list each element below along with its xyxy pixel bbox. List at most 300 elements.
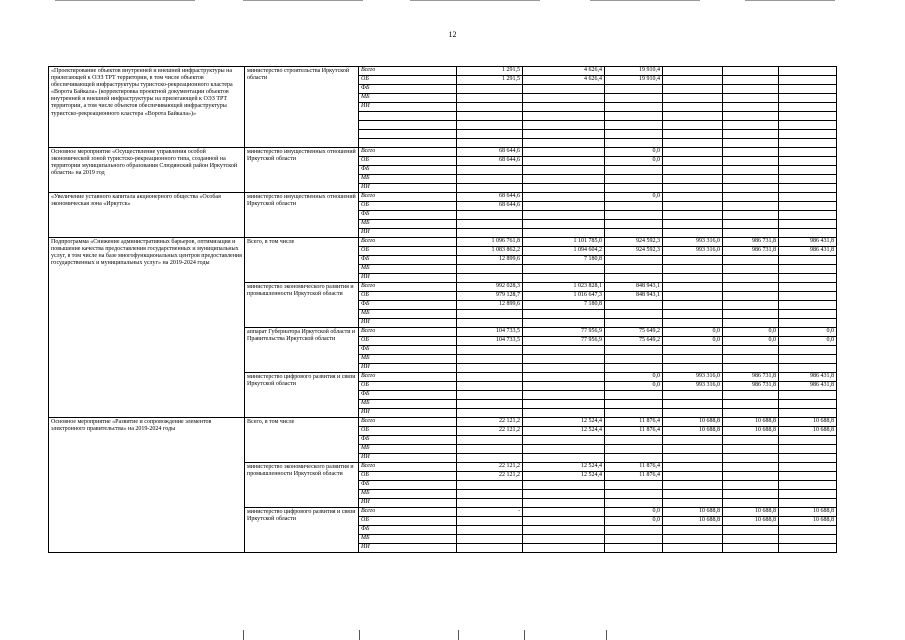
amount-cell (779, 67, 837, 76)
amount-cell (779, 184, 837, 193)
source-cell: Всего (359, 193, 457, 202)
amount-cell (457, 310, 523, 319)
amount-cell (723, 283, 779, 292)
source-cell: ОБ (359, 382, 457, 391)
amount-cell (779, 175, 837, 184)
amount-cell (779, 364, 837, 373)
amount-cell (663, 283, 723, 292)
amount-cell: 986 431,8 (779, 382, 837, 391)
source-cell: ИИ (359, 103, 457, 112)
amount-cell: 104 733,5 (457, 337, 523, 346)
amount-cell: 1 291,5 (457, 76, 523, 85)
amount-cell (723, 76, 779, 85)
amount-cell (723, 274, 779, 283)
amount-cell (457, 436, 523, 445)
table-row (49, 148, 837, 157)
amount-cell (663, 499, 723, 508)
amount-cell: 986 431,8 (779, 247, 837, 256)
amount-cell (779, 319, 837, 328)
amount-cell: 1 016 647,3 (523, 292, 605, 301)
amount-cell (605, 544, 663, 553)
amount-cell (779, 526, 837, 535)
amount-cell: 1 096 761,8 (457, 238, 523, 247)
amount-cell (723, 436, 779, 445)
amount-cell (523, 409, 605, 418)
source-cell: ИИ (359, 274, 457, 283)
source-cell: МБ (359, 175, 457, 184)
amount-cell (663, 265, 723, 274)
amount-cell (779, 436, 837, 445)
amount-cell (523, 490, 605, 499)
amount-cell: 993 316,0 (663, 382, 723, 391)
source-cell: ФБ (359, 391, 457, 400)
source-cell: МБ (359, 400, 457, 409)
amount-cell (723, 175, 779, 184)
executor-cell: министерство цифрового развития и связи Иркутской области (245, 508, 359, 553)
amount-cell (663, 292, 723, 301)
source-cell: Всего (359, 148, 457, 157)
amount-cell: 1 083 862,2 (457, 247, 523, 256)
amount-cell (457, 175, 523, 184)
amount-cell (457, 400, 523, 409)
amount-cell (605, 301, 663, 310)
amount-cell (523, 382, 605, 391)
source-cell: ОБ (359, 517, 457, 526)
amount-cell (605, 175, 663, 184)
source-cell: ИИ (359, 544, 457, 553)
amount-cell: 12 524,4 (523, 418, 605, 427)
amount-cell (723, 265, 779, 274)
amount-cell: 10 688,8 (663, 418, 723, 427)
source-cell: ИИ (359, 409, 457, 418)
amount-cell (605, 220, 663, 229)
amount-cell (663, 346, 723, 355)
amount-cell (605, 229, 663, 238)
amount-cell (523, 229, 605, 238)
amount-cell (457, 229, 523, 238)
amount-cell: 68 644,6 (457, 157, 523, 166)
amount-cell (663, 220, 723, 229)
amount-cell (779, 220, 837, 229)
amount-cell (457, 346, 523, 355)
source-cell: Всего (359, 373, 457, 382)
top-rule (410, 0, 540, 1)
amount-cell (723, 157, 779, 166)
amount-cell: 10 688,8 (779, 508, 837, 517)
amount-cell (663, 355, 723, 364)
amount-cell: 12 524,4 (523, 472, 605, 481)
amount-cell: 1 094 604,2 (523, 247, 605, 256)
source-cell: ОБ (359, 472, 457, 481)
amount-cell (605, 409, 663, 418)
amount-cell: 19 910,4 (605, 67, 663, 76)
amount-cell (663, 454, 723, 463)
amount-cell: 848 943,1 (605, 292, 663, 301)
amount-cell: 1 291,5 (457, 67, 523, 76)
amount-cell (663, 166, 723, 175)
source-cell: МБ (359, 445, 457, 454)
source-cell: ФБ (359, 85, 457, 94)
amount-cell (723, 256, 779, 265)
amount-cell (523, 265, 605, 274)
amount-cell (723, 481, 779, 490)
executor-cell: Всего, в том числе (245, 238, 359, 283)
top-rule (55, 0, 195, 1)
page-edge-line (359, 630, 360, 640)
source-cell: ИИ (359, 319, 457, 328)
amount-cell (605, 499, 663, 508)
source-cell: ОБ (359, 157, 457, 166)
amount-cell (457, 211, 523, 220)
amount-cell: 68 644,6 (457, 202, 523, 211)
amount-cell (605, 274, 663, 283)
budget-table (48, 66, 837, 553)
amount-cell (723, 355, 779, 364)
amount-cell (605, 94, 663, 103)
amount-cell (605, 445, 663, 454)
amount-cell: 986 431,8 (779, 373, 837, 382)
amount-cell: 10 688,8 (779, 427, 837, 436)
amount-cell: 12 524,4 (523, 427, 605, 436)
amount-cell (779, 148, 837, 157)
amount-cell (723, 85, 779, 94)
source-cell: ИИ (359, 184, 457, 193)
amount-cell (523, 391, 605, 400)
amount-cell (523, 175, 605, 184)
amount-cell: 11 876,4 (605, 418, 663, 427)
amount-cell (523, 373, 605, 382)
amount-cell: 0,0 (605, 157, 663, 166)
amount-cell (723, 229, 779, 238)
amount-cell: 22 121,2 (457, 418, 523, 427)
amount-cell (663, 472, 723, 481)
amount-cell (663, 436, 723, 445)
amount-cell: 0,0 (605, 193, 663, 202)
amount-cell (523, 481, 605, 490)
source-cell: МБ (359, 535, 457, 544)
source-cell: Всего (359, 67, 457, 76)
amount-cell: 10 688,8 (663, 427, 723, 436)
amount-cell: 986 431,8 (779, 238, 837, 247)
amount-cell: 10 688,8 (779, 517, 837, 526)
amount-cell (723, 490, 779, 499)
source-cell: ФБ (359, 481, 457, 490)
source-cell: ОБ (359, 427, 457, 436)
amount-cell (457, 184, 523, 193)
amount-cell: 19 910,4 (605, 76, 663, 85)
amount-cell (457, 274, 523, 283)
measure-cell: «Увеличение уставного капитала акционерного общества «Особая экономическая зона «Иркутск» (49, 193, 245, 238)
amount-cell (779, 229, 837, 238)
amount-cell (605, 364, 663, 373)
amount-cell (779, 76, 837, 85)
top-rule (243, 0, 363, 1)
amount-cell (723, 103, 779, 112)
amount-cell (663, 319, 723, 328)
amount-cell: 986 731,8 (723, 247, 779, 256)
amount-cell: 1 101 785,0 (523, 238, 605, 247)
amount-cell: 12 524,4 (523, 463, 605, 472)
amount-cell (723, 463, 779, 472)
executor-cell: министерство экономического развития и промышленности Иркутской области (245, 463, 359, 508)
amount-cell: 11 876,4 (605, 427, 663, 436)
amount-cell (723, 364, 779, 373)
amount-cell (523, 454, 605, 463)
amount-cell (523, 211, 605, 220)
amount-cell: 77 956,9 (523, 337, 605, 346)
amount-cell (663, 103, 723, 112)
amount-cell (523, 535, 605, 544)
amount-cell (457, 445, 523, 454)
amount-cell (779, 202, 837, 211)
amount-cell (663, 175, 723, 184)
source-cell: ФБ (359, 436, 457, 445)
amount-cell (457, 220, 523, 229)
amount-cell (779, 463, 837, 472)
amount-cell (457, 319, 523, 328)
source-cell: МБ (359, 220, 457, 229)
source-cell: МБ (359, 310, 457, 319)
amount-cell (523, 319, 605, 328)
amount-cell: 10 688,8 (723, 427, 779, 436)
amount-cell (779, 391, 837, 400)
amount-cell (723, 94, 779, 103)
source-cell: Всего (359, 463, 457, 472)
amount-cell (723, 301, 779, 310)
amount-cell: 0,0 (605, 382, 663, 391)
amount-cell (605, 490, 663, 499)
amount-cell (605, 310, 663, 319)
amount-cell (779, 211, 837, 220)
amount-cell (457, 373, 523, 382)
source-cell: МБ (359, 265, 457, 274)
amount-cell (605, 391, 663, 400)
amount-cell: 0,0 (605, 517, 663, 526)
amount-cell (663, 409, 723, 418)
amount-cell (723, 409, 779, 418)
source-cell: ФБ (359, 256, 457, 265)
amount-cell (779, 445, 837, 454)
amount-cell (779, 535, 837, 544)
amount-cell (605, 481, 663, 490)
amount-cell: 75 649,2 (605, 337, 663, 346)
amount-cell (663, 85, 723, 94)
source-cell: ИИ (359, 364, 457, 373)
amount-cell (605, 85, 663, 94)
amount-cell (779, 193, 837, 202)
amount-cell (723, 193, 779, 202)
amount-cell (523, 544, 605, 553)
amount-cell (779, 409, 837, 418)
amount-cell (723, 472, 779, 481)
amount-cell (523, 364, 605, 373)
amount-cell: 0,0 (779, 328, 837, 337)
amount-cell (605, 535, 663, 544)
measure-cell: Основное мероприятие «Развитие и сопровождение элементов электронного правительства» на 2019-2024 годы (49, 418, 245, 553)
amount-cell (457, 355, 523, 364)
amount-cell (779, 400, 837, 409)
amount-cell (663, 202, 723, 211)
amount-cell (723, 166, 779, 175)
amount-cell (605, 103, 663, 112)
amount-cell (723, 526, 779, 535)
amount-cell: 11 876,4 (605, 463, 663, 472)
page-edge-line (524, 630, 525, 640)
amount-cell (457, 265, 523, 274)
source-cell: ФБ (359, 346, 457, 355)
amount-cell (723, 67, 779, 76)
amount-cell (663, 310, 723, 319)
amount-cell: 993 316,0 (663, 247, 723, 256)
amount-cell: 22 121,2 (457, 463, 523, 472)
amount-cell (523, 526, 605, 535)
amount-cell (779, 310, 837, 319)
amount-cell: 0,0 (663, 328, 723, 337)
amount-cell (523, 508, 605, 517)
amount-cell: 22 121,2 (457, 427, 523, 436)
amount-cell (779, 301, 837, 310)
amount-cell (523, 499, 605, 508)
amount-cell (605, 400, 663, 409)
amount-cell: 22 121,2 (457, 472, 523, 481)
amount-cell: 11 876,4 (605, 472, 663, 481)
amount-cell: - (457, 508, 523, 517)
amount-cell (605, 526, 663, 535)
source-cell: МБ (359, 355, 457, 364)
source-cell: ФБ (359, 301, 457, 310)
amount-cell (723, 292, 779, 301)
amount-cell (779, 157, 837, 166)
source-cell: ФБ (359, 526, 457, 535)
amount-cell: 993 316,0 (663, 238, 723, 247)
amount-cell (523, 184, 605, 193)
executor-cell: министерство имущественных отношений Иркутской области (245, 193, 359, 238)
source-cell: ФБ (359, 211, 457, 220)
amount-cell (457, 544, 523, 553)
amount-cell (605, 319, 663, 328)
amount-cell: 10 688,8 (663, 517, 723, 526)
amount-cell: 104 733,5 (457, 328, 523, 337)
amount-cell: 10 688,8 (663, 508, 723, 517)
source-cell: ОБ (359, 247, 457, 256)
executor-cell: министерство имущественных отношений Иркутской области (245, 148, 359, 193)
amount-cell (723, 184, 779, 193)
source-cell: Всего (359, 508, 457, 517)
amount-cell (523, 94, 605, 103)
executor-cell: аппарат Губернатора Иркутской области и Правительства Иркутской области (245, 328, 359, 373)
amount-cell (779, 265, 837, 274)
amount-cell (663, 364, 723, 373)
amount-cell: 992 028,3 (457, 283, 523, 292)
executor-cell: министерство цифрового развития и связи Иркутской области (245, 373, 359, 418)
amount-cell (723, 499, 779, 508)
amount-cell (723, 202, 779, 211)
amount-cell (523, 400, 605, 409)
top-rule (745, 0, 835, 1)
amount-cell (457, 94, 523, 103)
amount-cell (779, 454, 837, 463)
amount-cell (605, 265, 663, 274)
amount-cell (605, 346, 663, 355)
amount-cell: 77 956,9 (523, 328, 605, 337)
amount-cell (723, 445, 779, 454)
amount-cell (723, 148, 779, 157)
amount-cell: 0,0 (605, 148, 663, 157)
source-cell: Всего (359, 238, 457, 247)
amount-cell (723, 211, 779, 220)
source-cell: ОБ (359, 337, 457, 346)
amount-cell (457, 517, 523, 526)
amount-cell (523, 355, 605, 364)
page-edge-line (606, 630, 607, 640)
amount-cell (779, 292, 837, 301)
source-cell: ФБ (359, 166, 457, 175)
amount-cell: 4 626,4 (523, 67, 605, 76)
page-edge-line (243, 630, 244, 640)
amount-cell (663, 445, 723, 454)
amount-cell (723, 310, 779, 319)
amount-cell (457, 481, 523, 490)
amount-cell (663, 256, 723, 265)
amount-cell (663, 184, 723, 193)
amount-cell (779, 283, 837, 292)
source-cell: ИИ (359, 454, 457, 463)
amount-cell (457, 409, 523, 418)
source-cell: Всего (359, 283, 457, 292)
page-edge-line (458, 630, 459, 640)
amount-cell (457, 382, 523, 391)
amount-cell (723, 220, 779, 229)
amount-cell (663, 157, 723, 166)
amount-cell: 7 180,8 (523, 256, 605, 265)
amount-cell (663, 535, 723, 544)
source-cell: Всего (359, 418, 457, 427)
amount-cell (457, 535, 523, 544)
amount-cell (779, 103, 837, 112)
amount-cell: 0,0 (605, 508, 663, 517)
amount-cell (605, 202, 663, 211)
amount-cell (723, 319, 779, 328)
amount-cell (779, 274, 837, 283)
amount-cell (457, 526, 523, 535)
source-cell: ОБ (359, 202, 457, 211)
amount-cell: 12 899,6 (457, 301, 523, 310)
amount-cell: 924 592,3 (605, 238, 663, 247)
amount-cell: 10 688,8 (723, 418, 779, 427)
measure-cell: Подпрограмма «Снижение административных барьеров, оптимизация и повышение качества предоставления государственных и муниципальных услуг, в том числе на базе многофункциональных центров предоставления государственных и муниципальных услуг» на 2019-2024 годы (49, 238, 245, 418)
amount-cell (663, 481, 723, 490)
amount-cell: 986 731,8 (723, 238, 779, 247)
amount-cell (723, 454, 779, 463)
amount-cell: 12 899,6 (457, 256, 523, 265)
measure-cell: Основное мероприятие «Осуществление управления особой экономической зоной туристско-рекреационного типа, созданной на территории муниципального образования Слюдянский район Иркутской области» на 2019 год (49, 148, 245, 193)
amount-cell (523, 193, 605, 202)
amount-cell: 68 644,6 (457, 193, 523, 202)
amount-cell: 986 731,8 (723, 382, 779, 391)
table-row (49, 67, 837, 76)
page-number: 12 (448, 30, 457, 39)
amount-cell (779, 544, 837, 553)
amount-cell (457, 499, 523, 508)
amount-cell (605, 436, 663, 445)
amount-cell: 7 180,8 (523, 301, 605, 310)
amount-cell (663, 301, 723, 310)
amount-cell (523, 148, 605, 157)
amount-cell (663, 67, 723, 76)
executor-cell: Всего, в том числе (245, 418, 359, 463)
executor-cell: министерство строительства Иркутской области (245, 67, 359, 148)
amount-cell (723, 391, 779, 400)
